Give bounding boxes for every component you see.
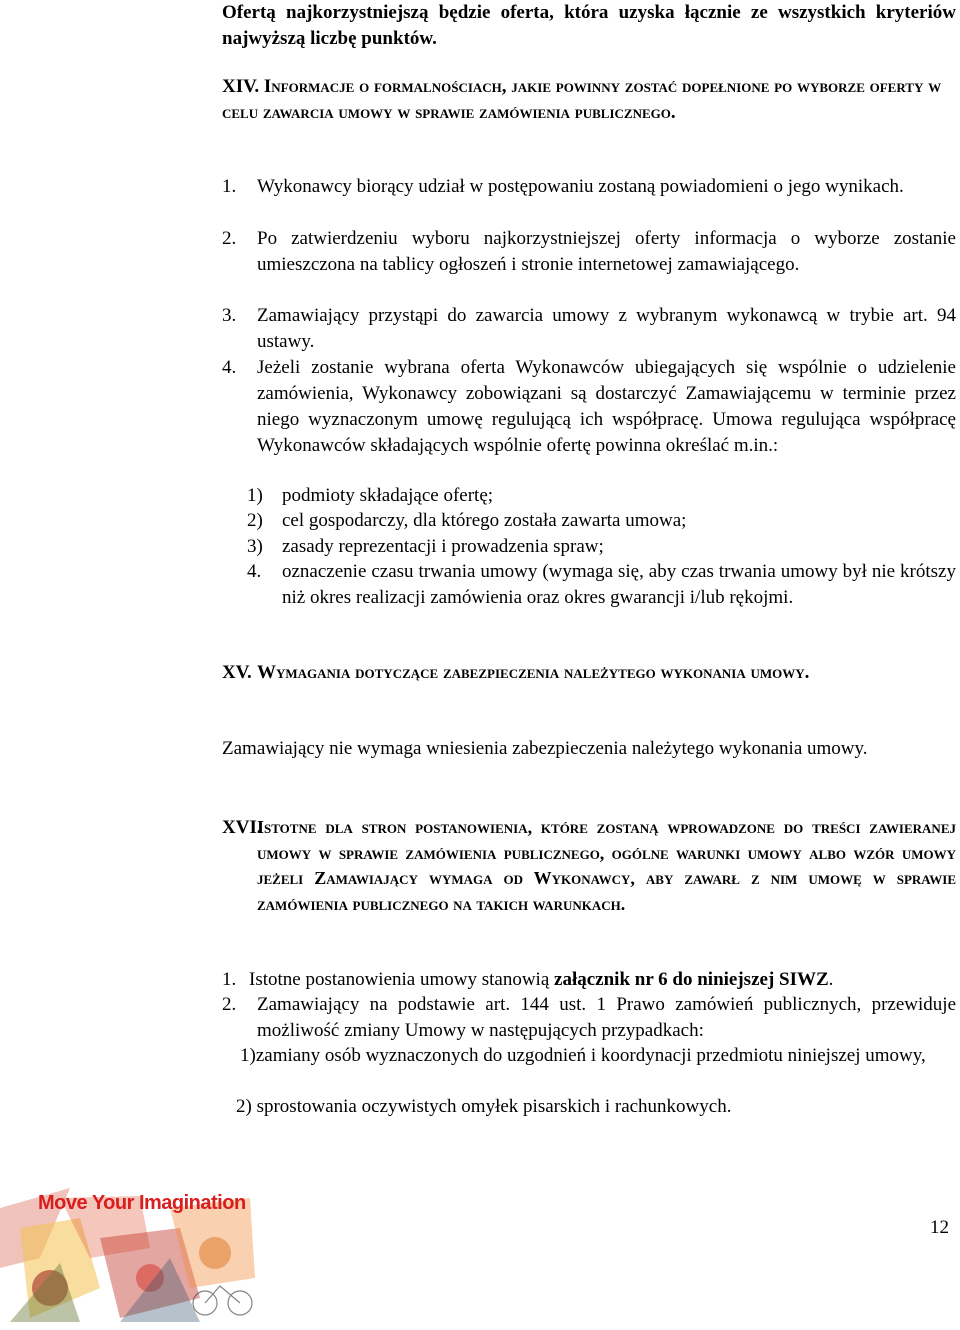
section-16-heading	[222, 815, 956, 917]
footer-logo	[0, 1168, 260, 1322]
page-number: 12	[930, 1217, 949, 1238]
subitem-number: 3)	[247, 536, 263, 557]
item-number: 4.	[222, 357, 237, 378]
section-14-heading	[222, 74, 956, 126]
subitem-number: 2)	[247, 510, 263, 531]
section-16-subitem-1: 1)zamiany osób wyznaczonych do uzgodnień i koordynacji przedmiotu niniejszej umowy,	[240, 1045, 926, 1066]
intro-paragraph: Ofertą najkorzystniejszą będzie oferta, która uzyska łącznie ze wszystkich kryteriów najwyższą liczbę punktów.	[222, 2, 956, 49]
section-14-number: XIV.	[222, 76, 260, 97]
subitem-number: 1)	[247, 485, 263, 506]
section-16-number: XVI.	[222, 817, 262, 838]
subitem-text: podmioty składające ofertę;	[282, 485, 494, 506]
item-number: 2.	[222, 228, 237, 249]
subitem-text: oznaczenie czasu trwania umowy (wymaga się, aby czas trwania umowy był nie krótszy niż okres realizacji zamówienia oraz okres gwarancji i/lub rękojmi.	[282, 561, 956, 608]
item-text: Jeżeli zostanie wybrana oferta Wykonawców ubiegających się wspólnie o udzielenie zamówienia, Wykonawcy zobowiązani są dostarczyć Zamawiającemu w terminie przez niego wyznaczonym umowę regulującą ich współpracę. Umowa regulująca współpracę Wykonawców składających wspólnie ofertę powinna określać m.in.:	[257, 357, 956, 456]
item-text: Zamawiający na podstawie art. 144 ust. 1 Prawo zamówień publicznych, przewiduje możliwość zmiany Umowy w następujących przypadkach:	[257, 994, 956, 1041]
item-number: 2.	[222, 994, 237, 1015]
section-14-item-3	[222, 303, 956, 355]
item-text	[249, 967, 956, 993]
section-14-item-2	[222, 226, 956, 278]
subitem-number: 4.	[247, 561, 262, 582]
section-16-item-1	[222, 967, 956, 993]
section-15-title: Wymagania dotyczące zabezpieczenia należytego wykonania umowy.	[257, 662, 810, 683]
section-14-item-1	[222, 174, 956, 200]
item-number: 1.	[222, 969, 237, 990]
section-16-title: Istotne dla stron postanowienia, które zostaną wprowadzone do treści zawieranej umowy w sprawie zamówienia publicznego, ogólne warunki umowy albo wzór umowy jeżeli Zamawiający wymaga od Wykonawcy, aby zawarł z nim umowę w sprawie zamówienia publicznego na takich warunkach.	[257, 817, 956, 914]
subitem-text: zasady reprezentacji i prowadzenia spraw;	[282, 536, 604, 557]
section-16-subitem-2: 2) sprostowania oczywistych omyłek pisarskich i rachunkowych.	[236, 1096, 732, 1117]
section-16-item-2	[222, 992, 956, 1044]
item-text: Wykonawcy biorący udział w postępowaniu zostaną powiadomieni o jego wynikach.	[257, 176, 904, 197]
item-text-end: .	[828, 969, 834, 990]
item-text-plain: Istotne postanowienia umowy stanowią	[249, 969, 555, 990]
section-15-heading	[222, 660, 956, 686]
section-14-subitem-1	[247, 483, 956, 509]
section-14-title: Informacje o formalnościach, jakie powinny zostać dopełnione po wyborze oferty w celu zawarcia umowy w sprawie zamówienia publicznego.	[222, 76, 942, 123]
section-15-number: XV.	[222, 662, 252, 683]
item-text: Po zatwierdzeniu wyboru najkorzystniejszej oferty informacja o wyborze zostanie umieszczona na tablicy ogłoszeń i stronie internetowej zamawiającego.	[257, 228, 956, 275]
section-14-item-4	[222, 355, 956, 459]
subitem-text: cel gospodarczy, dla którego została zawarta umowa;	[282, 510, 687, 531]
item-number: 3.	[222, 305, 237, 326]
section-14-subitem-3	[247, 534, 956, 560]
attachment-reference: załącznik nr 6 do niniejszej SIWZ	[554, 969, 829, 990]
logo-text: Move Your Imagination	[38, 1192, 246, 1214]
item-number: 1.	[222, 176, 237, 197]
section-14-subitem-2	[247, 508, 956, 534]
section-15-body: Zamawiający nie wymaga wniesienia zabezpieczenia należytego wykonania umowy.	[222, 738, 868, 759]
item-text: Zamawiający przystąpi do zawarcia umowy z wybranym wykonawcą w trybie art. 94 ustawy.	[257, 305, 956, 352]
section-14-subitem-4	[247, 559, 956, 611]
